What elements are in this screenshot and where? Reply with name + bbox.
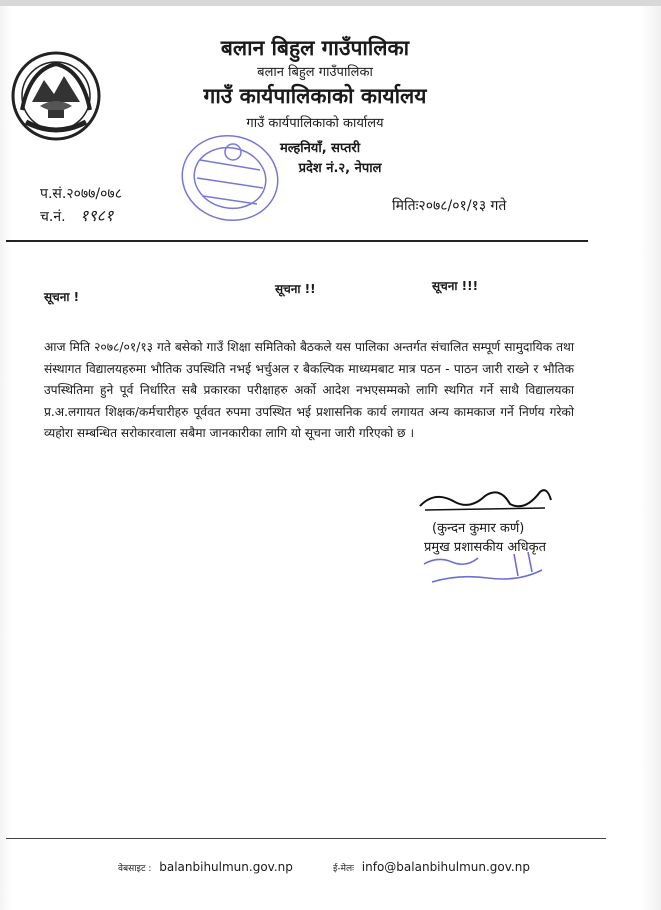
footer-divider: [6, 838, 606, 839]
notice-body: आज मिति २०७८/०१/१३ गते बसेको गाउँ शिक्षा समितिको बैठकले यस पालिका अन्तर्गत संचालित सम्पूर्ण सामुदायिक तथा संस्थागत विद्यालयहरुमा भौतिक उपस्थिति नभई भर्चुअल र बैकल्पिक माध्यमबाट मात्र पठन - पाठन जारी राख्ने र भौतिक उपस्थितिमा हुने पूर्व निर्धारित सबै प्रकारका परीक्षाहरु अर्को आदेश नभएसम्मको लागि स्थगित गर्ने साथै विद्यालयका प्र.अ.लगायत शिक्षक/कर्मचारीहरु पूर्ववत रुपमा उपस्थित भई प्रशासनिक कार्य लगायत अन्य कामकाज गर्ने निर्णय गरेको व्यहोरा सम्बन्धित सरोकारवाला सबैमा जानकारीका लागि यो सूचना जारी गरिएको छ ।: [44, 340, 574, 441]
email-label: ई-मेलः: [333, 864, 354, 874]
footer-email: [333, 860, 530, 874]
province-line: प्रदेश नं.२, नेपाल: [298, 161, 382, 176]
scan-edge: [0, 0, 661, 6]
nepal-emblem-icon: [10, 50, 102, 142]
dispatch-ref: [40, 204, 113, 226]
letter-date: मितिः२०७८/०१/१३ गते: [392, 198, 507, 214]
municipality-title: बलान बिहुल गाउँपालिका: [220, 36, 410, 60]
office-stamp-icon: [175, 130, 285, 230]
dispatch-number: १९८१: [80, 206, 114, 225]
website-label: वेबसाइट :: [118, 864, 152, 874]
notice-heading-3: सूचना !!!: [432, 279, 479, 293]
signatory-stamp-icon: [418, 548, 558, 588]
office-title: गाउँ कार्यपालिकाको कार्यालय: [203, 84, 427, 108]
office-title-maithili: गाउँ कार्यपालिकाको कार्यालय: [246, 116, 384, 131]
fiscal-year-ref: प.सं.२०७७/०७८: [40, 186, 122, 202]
municipality-title-maithili: बलान बिहुल गाउँपालिका: [257, 65, 373, 80]
dispatch-label: च.नं.: [40, 209, 66, 225]
email-link[interactable]: info@balanbihulmun.gov.np: [361, 860, 530, 874]
footer-website: [118, 860, 293, 874]
signatory-name: (कुन्दन कुमार कर्ण): [432, 521, 525, 536]
header-divider: [6, 240, 588, 242]
location-line: मल्हनियाँ, सप्तरी: [279, 141, 361, 156]
notice-heading-1: सूचना !: [44, 290, 80, 304]
signatory-designation: प्रमुख प्रशासकीय अधिकृत: [424, 540, 547, 555]
website-link[interactable]: balanbihulmun.gov.np: [159, 860, 293, 874]
notice-heading-2: सूचना !!: [275, 282, 316, 296]
signature-icon: [415, 484, 555, 514]
